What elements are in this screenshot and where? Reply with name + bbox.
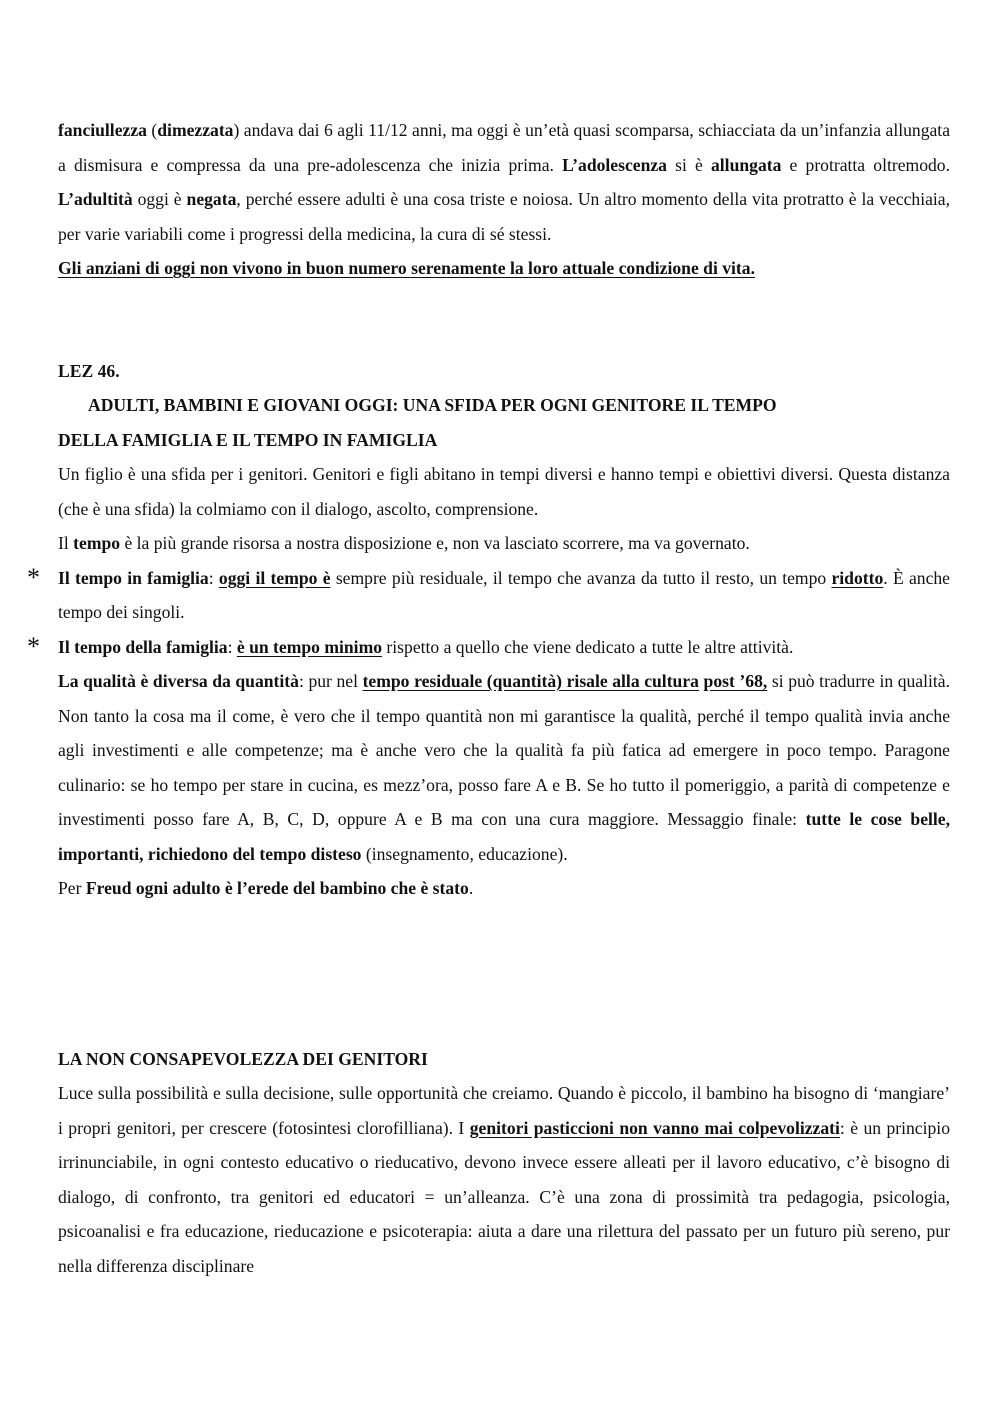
text-run: (insegnamento, educazione). [361, 843, 568, 864]
term-dimezzata: dimezzata [157, 120, 234, 140]
emphasis-text: post ’68, [703, 671, 768, 691]
text-run: ( [146, 120, 158, 140]
document-page [27, 113, 950, 1283]
quality-quantity-paragraph [58, 664, 950, 871]
text-run: sempre più residuale, il tempo che avanza da tutto il resto, un tempo [330, 567, 832, 588]
time-paragraph [58, 526, 950, 561]
text-run: si è [666, 154, 711, 175]
spacer [58, 286, 950, 354]
elderly-statement: Gli anziani di oggi non vivono in buon numero serenamente la loro attuale condizione di vita. [58, 258, 755, 278]
text-run: si può tradurre in qualità. Non tanto la cosa ma il come, è vero che il tempo quantità non mi garantisce la qualità, perché il tempo qualità invia anche agli investimenti e alle competenze; ma è anche vero che la qualità fa più fatica ad emergere in poco tempo. Paragone culinario: se ho tempo per stare in cucina, es mezz’ora, posso fare A e B. Se ho tutto il pomeriggio, a parità di competenze e investimenti posso fare A, B, C, D, oppure A e B ma con una cura maggiore. Messaggio finale: [58, 671, 950, 829]
section-heading: LA NON CONSAPEVOLEZZA DEI GENITORI [58, 1048, 428, 1069]
freud-statement [58, 871, 950, 906]
text-run: ) andava dai 6 agli 11/12 anni, ma oggi è un’età quasi scomparsa, schiacciata da un’infanzia allungata a dismisura e compressa da una pre-adolescenza che inizia prima. [58, 120, 950, 175]
text-run: : [208, 567, 219, 588]
term-tempo: tempo [73, 533, 121, 553]
spacer [58, 906, 950, 1042]
emphasis-text: oggi il tempo è [218, 567, 331, 588]
term-adolescenza: L’adolescenza [562, 154, 667, 175]
text-run: e protratta oltremodo. [781, 154, 950, 175]
asterisk-bullet-icon: * [27, 631, 40, 661]
emphasis-text: tempo residuale (quantità) risale alla cultura [362, 671, 699, 691]
lesson-intro: Un figlio è una sfida per i genitori. Genitori e figli abitano in tempi diversi e hanno tempi e obiettivi diversi. Questa distanza (che è una sfida) la colmiamo con il dialogo, ascolto, comprensione. [58, 464, 950, 519]
term-adultita: L’adultità [58, 189, 133, 209]
text-run: oggi è [132, 189, 187, 209]
term-negata: negata [186, 189, 237, 209]
bullet-tempo-della-famiglia [27, 630, 950, 665]
term-allungata: allungata [711, 154, 782, 175]
text-run: : è un principio irrinunciabile, in ogni contesto educativo o rieducativo, devono invece essere alleati per il lavoro educativo, c’è bisogno di dialogo, di confronto, tra genitori ed educatori = un’alleanza. C’è una zona di prossimità tra pedagogia, psicologia, psicoanalisi e fra educazione, rieducazione e psicoterapia: aiuta a dare una rilettura del passato per un futuro più sereno, pur nella differenza disciplinare [58, 1117, 950, 1276]
text-run: Luce sulla possibilità e sulla decisione, sulle opportunità che creiamo. Quando è piccolo, il bambino ha bisogno di ‘mangiare’ i propri genitori, per crescere (fotosintesi clorofilliana). I [58, 1083, 950, 1138]
emphasis-text: genitori pasticcioni non vanno mai colpevolizzati [469, 1117, 840, 1138]
text-run: rispetto a quello che viene dedicato a tutte le altre attività. [382, 636, 794, 657]
paragraph-life-stages [58, 113, 950, 251]
emphasis-text: ridotto [831, 567, 884, 588]
text-run: , perché essere adulti è una cosa triste e noiosa. Un altro momento della vita protratto è la vecchiaia, per varie variabili come i progressi della medicina, la cura di sé stessi. [58, 189, 950, 244]
lesson-title-line1: ADULTI, BAMBINI E GIOVANI OGGI: UNA SFIDA PER OGNI GENITORE IL TEMPO [88, 395, 777, 415]
term-fanciullezza: fanciullezza [58, 120, 147, 140]
bullet-tempo-in-famiglia [27, 561, 950, 630]
text-run: . È anche tempo dei singoli. [58, 567, 950, 622]
text-run: : pur nel [298, 671, 363, 691]
bold-statement: tutte le cose belle, importanti, richiedono del tempo disteso [58, 809, 950, 864]
bold-statement: Freud ogni adulto è l’erede del bambino che è stato [85, 878, 469, 898]
parents-awareness-paragraph [58, 1076, 950, 1283]
emphasis-text: è un tempo minimo [236, 636, 383, 657]
bold-statement: La qualità è diversa da quantità [58, 671, 299, 691]
text-run: Per [58, 878, 86, 898]
text-run: . [468, 878, 474, 898]
bullet-heading: Il tempo in famiglia [58, 567, 209, 588]
text-run: : [227, 636, 237, 657]
text-run: è la più grande risorsa a nostra disposizione e, non va lasciato scorrere, ma va governato. [120, 533, 750, 553]
lesson-number: LEZ 46. [58, 360, 120, 381]
asterisk-bullet-icon: * [27, 562, 40, 592]
bullet-heading: Il tempo della famiglia [58, 636, 228, 657]
text-run: Il [58, 533, 74, 553]
lesson-title-line2: DELLA FAMIGLIA E IL TEMPO IN FAMIGLIA [58, 429, 438, 450]
